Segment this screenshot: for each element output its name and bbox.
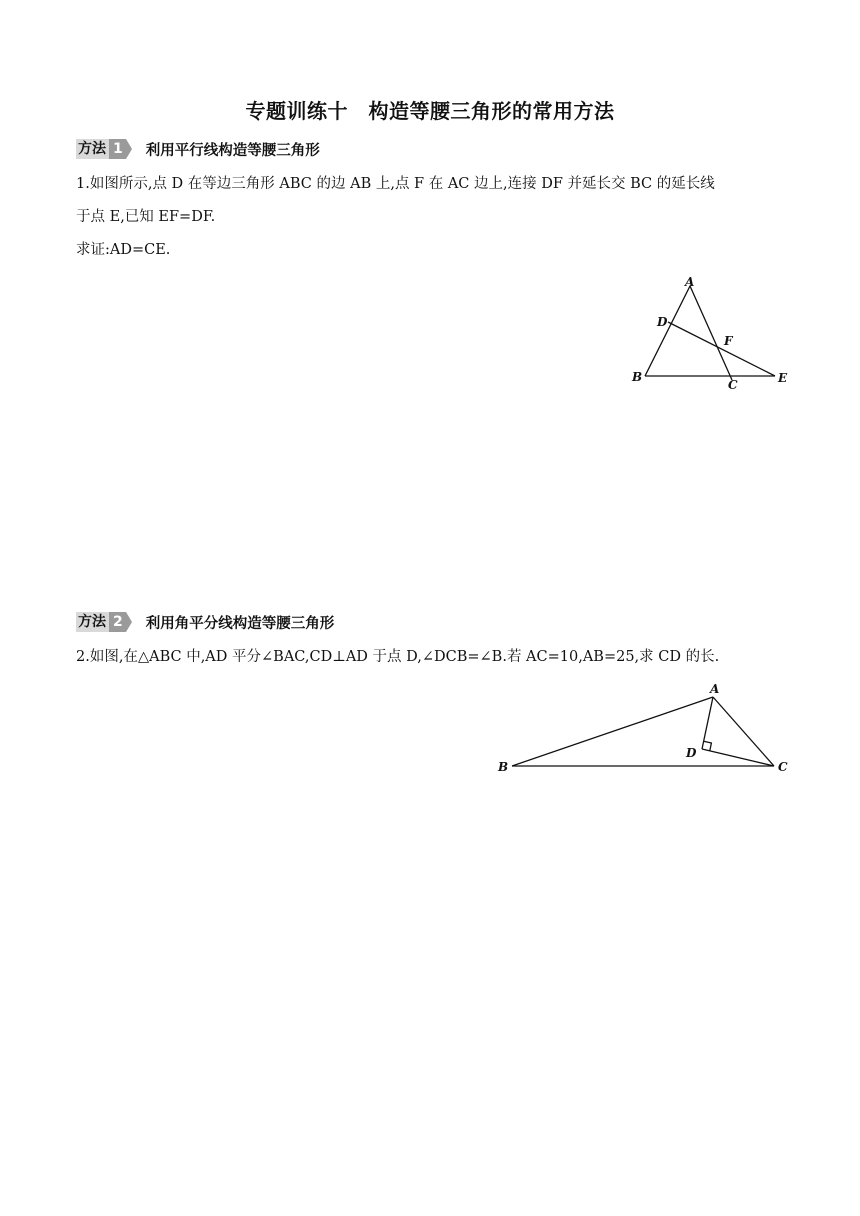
method-badge-number: 2 [109,612,126,632]
label-c: C [728,378,738,392]
segment-ab [645,286,690,376]
method-2-title: 利用角平分线构造等腰三角形 [145,615,335,632]
problem-1-line-2: 于点 E,已知 EF=DF. [76,209,216,225]
method-badge-label: 方法 [76,139,109,159]
problem-1-line-1: 1.如图所示,点 D 在等边三角形 ABC 的边 AB 上,点 F 在 AC 边上,连接 DF 并延长交 BC 的延长线 [76,176,715,192]
method-2-badge [76,612,126,632]
label-b: B [498,760,509,774]
label-f: F [724,334,733,348]
label-a: A [685,275,695,289]
method-badge-label: 方法 [76,612,109,632]
segment-dc [702,749,774,766]
method-1-header [76,138,320,160]
figure-2-triangle [490,678,800,778]
label-d: D [686,746,697,760]
problem-2-text: 2.如图,在△ABC 中,AD 平分∠BAC,CD⊥AD 于点 D,∠DCB=∠B.若 AC=10,AB=25,求 CD 的长. [76,649,720,665]
label-d: D [657,315,668,329]
method-1-badge [76,139,126,159]
segment-ac [713,697,774,766]
label-c: C [778,760,788,774]
method-badge-number: 1 [109,139,126,159]
label-e: E [778,371,788,385]
method-2-header [76,611,334,633]
problem-1-prove: 求证:AD=CE. [76,242,171,258]
segment-de [668,322,775,376]
label-b: B [632,370,643,384]
figure-1-triangle [620,270,800,395]
page-title: 专题训练十 构造等腰三角形的常用方法 [245,99,615,123]
segment-ac [690,286,732,380]
segment-ab [512,697,713,766]
problem-1-text [76,172,796,262]
label-a: A [710,682,720,696]
method-1-title: 利用平行线构造等腰三角形 [145,142,320,159]
